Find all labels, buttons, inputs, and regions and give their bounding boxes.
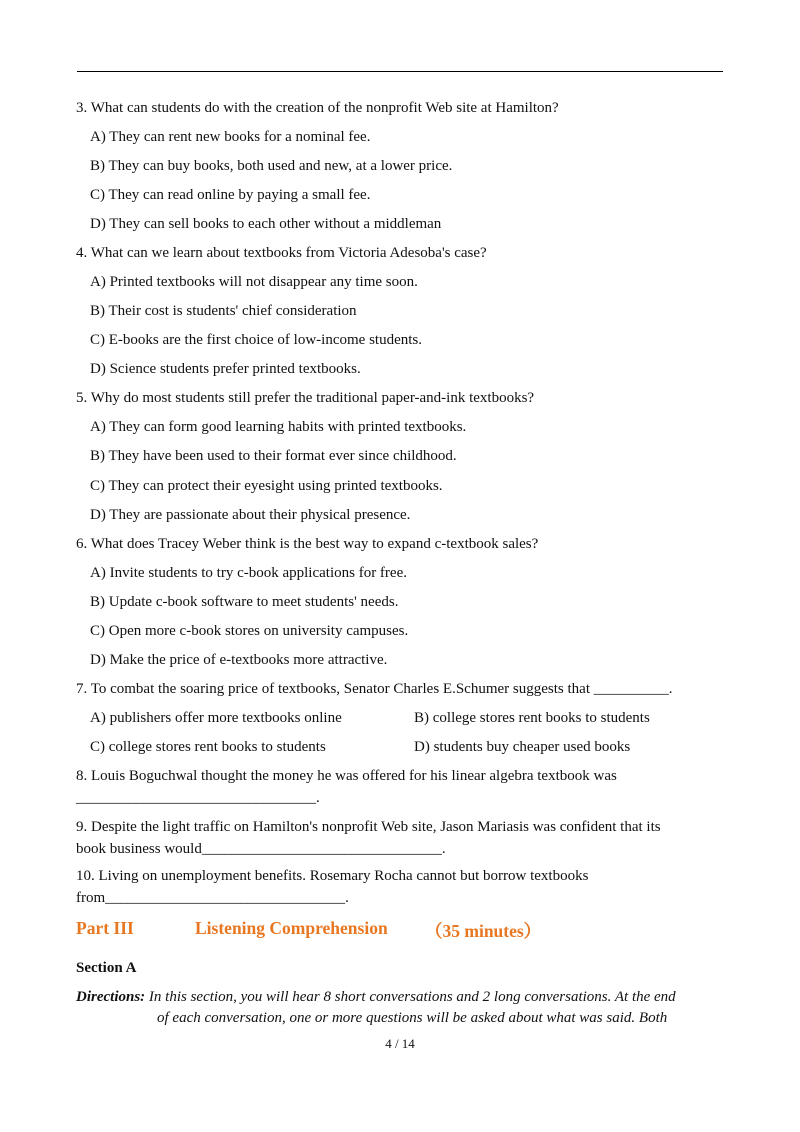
- page-number: 4 / 14: [385, 1036, 415, 1051]
- part-title: Listening Comprehension: [195, 918, 388, 938]
- question-9-line2: book business would________________________________.: [76, 841, 446, 857]
- question-10-line2: from________________________________.: [76, 890, 349, 906]
- part-label: Part III: [76, 918, 134, 938]
- question-4-stem: 4. What can we learn about textbooks from Victoria Adesoba's case?: [76, 245, 487, 261]
- question-8-blank: ________________________________.: [76, 790, 320, 806]
- header-rule: [77, 71, 723, 72]
- question-7-option-c: C) college stores rent books to students: [90, 739, 326, 755]
- question-3-option-a: A) They can rent new books for a nominal fee.: [90, 129, 371, 145]
- question-6-option-b: B) Update c-book software to meet students' needs.: [90, 594, 399, 610]
- question-5-stem: 5. Why do most students still prefer the traditional paper-and-ink textbooks?: [76, 390, 535, 406]
- question-4-option-c: C) E-books are the first choice of low-income students.: [90, 332, 422, 348]
- question-6-option-a: A) Invite students to try c-book applications for free.: [90, 565, 407, 581]
- part-time: （35 minutes）: [425, 921, 542, 941]
- question-5-option-d: D) They are passionate about their physical presence.: [90, 507, 411, 523]
- question-3-option-d: D) They can sell books to each other without a middleman: [90, 216, 442, 232]
- directions-line1: In this section, you will hear 8 short conversations and 2 long conversations. At the end: [148, 989, 676, 1005]
- question-6-stem: 6. What does Tracey Weber think is the best way to expand c-textbook sales?: [76, 536, 539, 552]
- question-10-line1: 10. Living on unemployment benefits. Rosemary Rocha cannot but borrow textbooks: [76, 868, 589, 884]
- question-5-option-b: B) They have been used to their format ever since childhood.: [90, 448, 457, 464]
- question-7-option-a: A) publishers offer more textbooks online: [90, 710, 342, 726]
- question-8-line1: 8. Louis Boguchwal thought the money he was offered for his linear algebra textbook was: [76, 768, 617, 784]
- section-heading: Section A: [76, 960, 137, 976]
- question-5-option-a: A) They can form good learning habits with printed textbooks.: [90, 419, 467, 435]
- question-4-option-d: D) Science students prefer printed textbooks.: [90, 361, 361, 377]
- question-6-option-c: C) Open more c-book stores on university campuses.: [90, 623, 409, 639]
- question-7-option-d: D) students buy cheaper used books: [414, 739, 631, 755]
- question-7-stem: 7. To combat the soaring price of textbooks, Senator Charles E.Schumer suggests that __________.: [76, 681, 673, 697]
- question-7-option-b: B) college stores rent books to students: [414, 710, 650, 726]
- question-9-line1: 9. Despite the light traffic on Hamilton's nonprofit Web site, Jason Mariasis was confident that its: [76, 819, 661, 835]
- directions-label: Directions:: [76, 989, 146, 1005]
- question-3-option-b: B) They can buy books, both used and new, at a lower price.: [90, 158, 453, 174]
- directions-line2: of each conversation, one or more questions will be asked about what was said. Both: [157, 1010, 668, 1026]
- question-3-option-c: C) They can read online by paying a small fee.: [90, 187, 371, 203]
- question-6-option-d: D) Make the price of e-textbooks more attractive.: [90, 652, 388, 668]
- question-4-option-a: A) Printed textbooks will not disappear any time soon.: [90, 274, 418, 290]
- question-4-option-b: B) Their cost is students' chief consideration: [90, 303, 357, 319]
- question-5-option-c: C) They can protect their eyesight using printed textbooks.: [90, 478, 443, 494]
- question-3-stem: 3. What can students do with the creation of the nonprofit Web site at Hamilton?: [76, 100, 559, 116]
